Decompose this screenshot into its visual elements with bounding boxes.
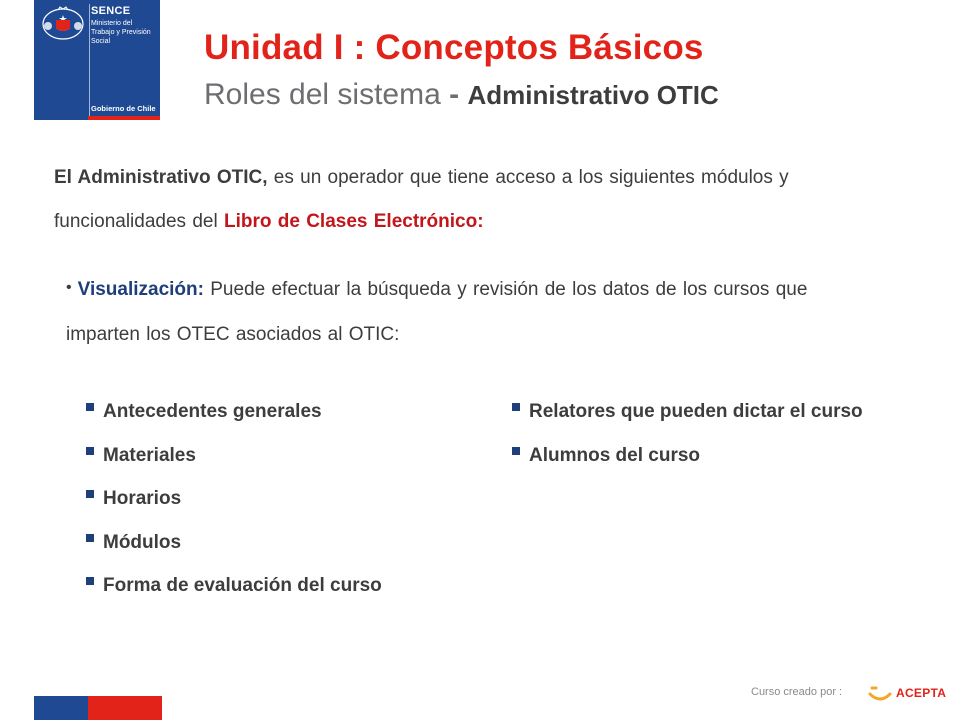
module-list-right bbox=[512, 390, 902, 477]
list-item bbox=[86, 564, 486, 608]
chile-coat-of-arms-icon bbox=[38, 4, 88, 44]
footer-credit: Curso creado por : bbox=[751, 686, 843, 698]
intro-book-name: Libro de Clases Electrónico: bbox=[223, 211, 484, 232]
square-bullet-icon bbox=[86, 447, 94, 455]
list-item bbox=[86, 521, 486, 565]
square-bullet-icon bbox=[512, 403, 520, 411]
visualizacion-paragraph bbox=[66, 268, 886, 357]
intro-paragraph bbox=[54, 156, 874, 244]
square-bullet-icon bbox=[512, 447, 520, 455]
list-item-label: Relatores que pueden dictar el curso bbox=[529, 401, 863, 422]
list-item bbox=[86, 434, 486, 478]
logo-government-text: Gobierno de Chile bbox=[91, 104, 156, 113]
visualizacion-label: Visualización: bbox=[77, 279, 204, 300]
page-subtitle bbox=[204, 78, 719, 112]
square-bullet-icon bbox=[86, 577, 94, 585]
list-item bbox=[512, 390, 902, 434]
intro-lead: El Administrativo OTIC, bbox=[54, 167, 268, 188]
list-item bbox=[512, 434, 902, 478]
list-item-label: Módulos bbox=[103, 531, 182, 553]
square-bullet-icon bbox=[86, 534, 94, 542]
list-item-label: Alumnos del curso bbox=[529, 444, 701, 466]
logo-flag-stripe bbox=[34, 116, 160, 120]
footer-flag-bar bbox=[34, 696, 162, 720]
square-bullet-icon bbox=[86, 403, 94, 411]
bullet-icon: • bbox=[66, 279, 72, 296]
list-item-label: Materiales bbox=[103, 444, 196, 466]
subtitle-dash: - bbox=[449, 78, 460, 111]
logo-sence-text: SENCE bbox=[91, 5, 131, 17]
sence-logo bbox=[34, 0, 160, 120]
visualizacion-text: Puede efectuar la búsqueda y revisión de los datos de los cursos que imparten los OTEC asociados al OTIC: bbox=[66, 279, 808, 345]
subtitle-prefix: Roles del sistema bbox=[204, 78, 441, 111]
subtitle-role: Administrativo OTIC bbox=[467, 80, 719, 110]
intro-text: es un operador que tiene acceso a los siguientes módulos y funcionalidades del bbox=[54, 167, 789, 232]
list-item-label: Forma de evaluación del curso bbox=[103, 575, 382, 596]
module-list-left bbox=[86, 390, 486, 608]
list-item bbox=[86, 477, 486, 521]
acepta-brand: ACEPTA bbox=[896, 686, 947, 700]
list-item-label: Antecedentes generales bbox=[103, 401, 322, 422]
list-item-label: Horarios bbox=[103, 488, 182, 509]
logo-ministry-text: Ministerio del Trabajo y Previsión Social bbox=[91, 20, 151, 45]
page-title: Unidad I : Conceptos Básicos bbox=[204, 28, 704, 67]
square-bullet-icon bbox=[86, 490, 94, 498]
list-item bbox=[86, 390, 486, 434]
logo-divider bbox=[89, 4, 90, 116]
